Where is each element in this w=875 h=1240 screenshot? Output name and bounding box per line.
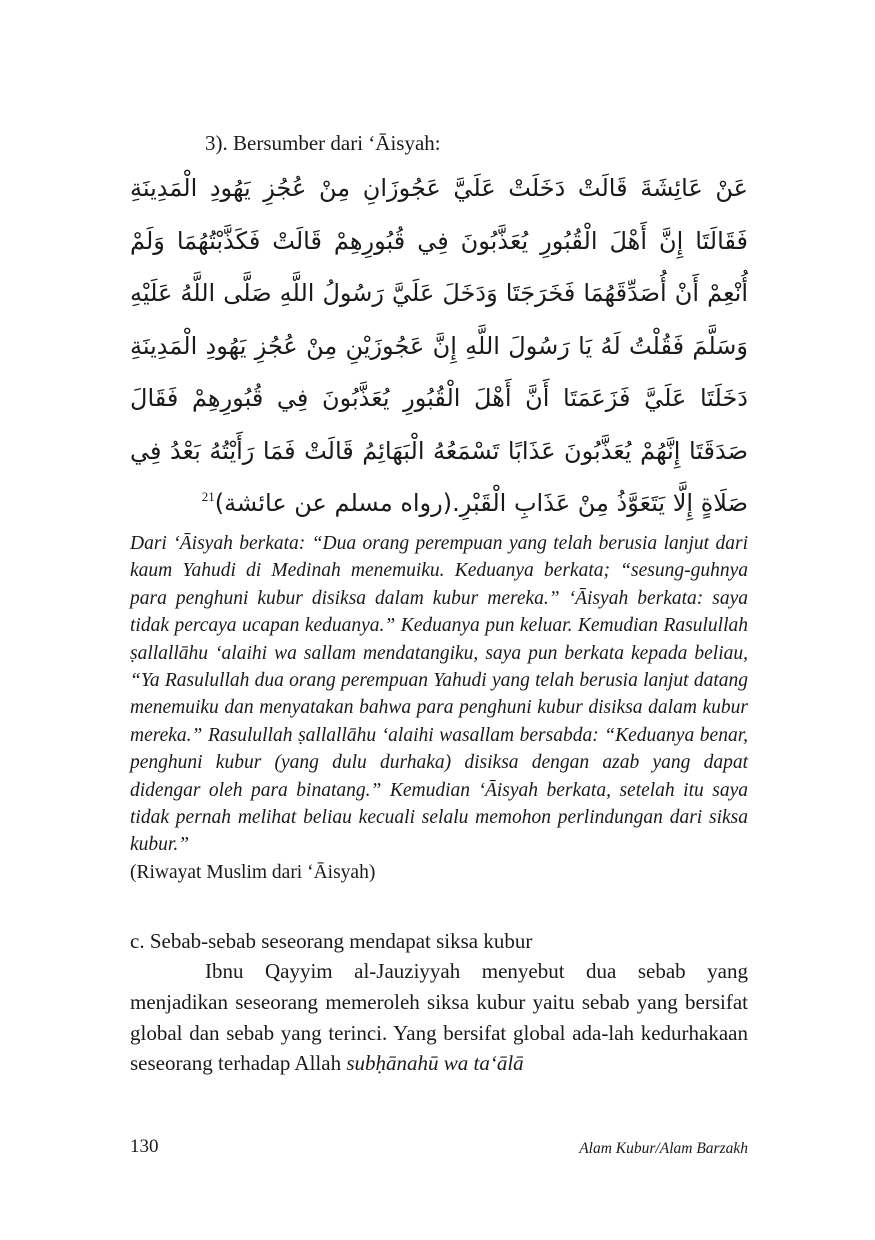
page-number: 130 [130, 1136, 159, 1157]
narration-attribution: (Riwayat Muslim dari ‘Āisyah) [130, 861, 376, 883]
body-paragraph [130, 956, 748, 1079]
book-page [130, 0, 748, 1240]
section-heading: 3). Bersumber dari ‘Āisyah: [205, 131, 441, 155]
hadith-translation [130, 530, 748, 886]
arabic-hadith-text [130, 162, 748, 530]
paragraph-text: Ibnu Qayyim al-Jauziyyah menyebut dua sebab yang menjadikan seseorang memeroleh siksa kubur yaitu sebab yang bersifat global dan sebab yang terinci. Yang bersifat global ada-lah kedurhakaan seseorang terhadap Allah [130, 959, 748, 1076]
arabic-hadith-body: عَنْ عَائِشَةَ قَالَتْ دَخَلَتْ عَلَيَّ عَجُوزَانِ مِنْ عُجُزِ يَهُودِ الْمَدِينَةِ فَقَالَتَا إِنَّ أَهْلَ الْقُبُورِ يُعَذَّبُونَ فِي قُبُورِهِمْ قَالَتْ فَكَذَّبْتُهُمَا وَلَمْ أُنْعِمْ أَنْ أُصَدِّقَهُمَا فَخَرَجَتَا وَدَخَلَ عَلَيَّ رَسُولُ اللَّهِ صَلَّى اللَّهُ عَلَيْهِ وَسَلَّمَ فَقُلْتُ لَهُ يَا رَسُولَ اللَّهِ إِنَّ عَجُوزَيْنِ مِنْ عُجُزِ يَهُودِ الْمَدِينَةِ دَخَلَتَا عَلَيَّ فَزَعَمَتَا أَنَّ أَهْلَ الْقُبُورِ يُعَذَّبُونَ فِي قُبُورِهِمْ فَقَالَ صَدَقَتَا إِنَّهُمْ يُعَذَّبُونَ عَذَابًا تَسْمَعُهُ الْبَهَائِمُ قَالَتْ فَمَا رَأَيْتُهُ بَعْدُ فِي صَلَاةٍ إِلَّا يَتَعَوَّذُ مِنْ عَذَابِ الْقَبْرِ.(رواه مسلم عن عائشة) [130, 174, 748, 517]
running-footer-title: Alam Kubur/Alam Barzakh [579, 1140, 748, 1157]
subsection-heading: c. Sebab-sebab seseorang mendapat siksa kubur [130, 929, 533, 953]
translation-text: Dari ‘Āisyah berkata: “Dua orang perempuan yang telah berusia lanjut dari kaum Yahudi di Medinah menemuiku. Keduanya berkata; “sesung-guhnya para penghuni kubur disiksa dalam kubur mereka.” ‘Āisyah berkata: saya tidak percaya ucapan keduanya.” Keduanya pun keluar. Kemudian Rasulullah ṣallallāhu ‘alaihi wa sallam mendatangiku, saya pun berkata kepada beliau, “Ya Rasulullah dua orang perempuan Yahudi yang telah berusia lanjut datang menemuiku dan menyatakan bahwa para penghuni kubur disiksa dalam kubur mereka.” Rasulullah ṣallallāhu ‘alaihi wasallam bersabda: “Keduanya benar, penghuni kubur (yang dulu durhaka) disiksa dengan azab yang dapat didengar oleh para binatang.” Kemudian ‘Āisyah berkata, setelah itu saya tidak pernah melihat beliau kecuali selalu memohon perlindungan dari siksa kubur.” [130, 533, 748, 856]
footnote-marker: 21 [201, 489, 215, 504]
paragraph-italic-term: subḥānahū wa ta‘ālā [346, 1051, 524, 1076]
